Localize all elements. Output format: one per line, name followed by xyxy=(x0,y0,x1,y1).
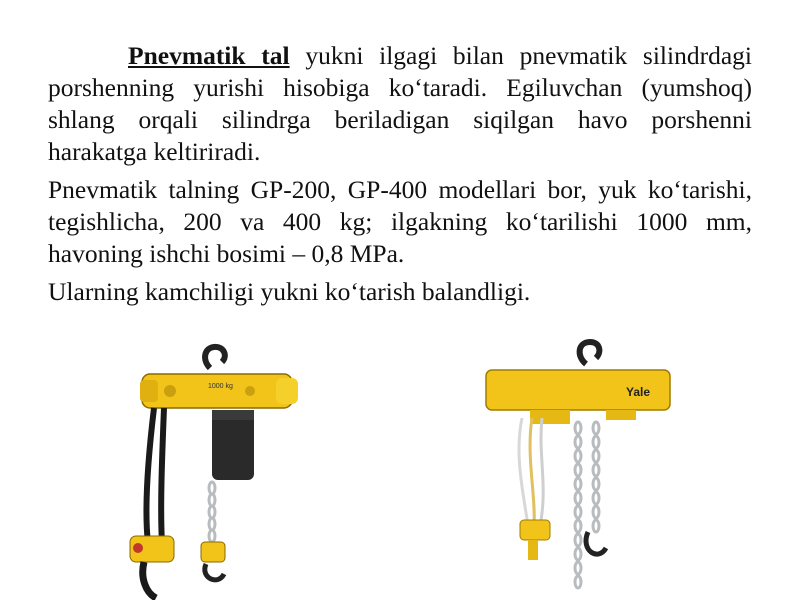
paragraph-1-text: yukni ilgagi bilan pnevmatik silindrdagi porshenning yurishi hisobiga ko‘taradi. Egiluvchan (yumshoq) shlang orqali silindrga beriladigan siqilgan havo porshenni harakatga keltiriradi. xyxy=(48,41,752,166)
paragraph-2: Pnevmatik talning GP-200, GP-400 modellari bor, yuk ko‘tarishi, tegishlicha, 200 va 400 kg; ilgakning ko‘tarilishi 1000 mm, havoning ishchi bosimi – 0,8 MPa. xyxy=(48,175,752,268)
housing-label: 1000 kg xyxy=(208,383,233,390)
paragraph-1 xyxy=(48,40,752,168)
pneumatic-hoist-right-photo xyxy=(470,336,690,600)
paragraph-3: Ularning kamchiligi yukni ko‘tarish balandligi. xyxy=(48,277,531,306)
term-pnevmatik-tal: Pnevmatik tal xyxy=(128,41,290,70)
brand-label: Yale xyxy=(626,385,651,399)
pneumatic-hoist-left-photo xyxy=(100,338,320,600)
text-block xyxy=(48,40,752,314)
